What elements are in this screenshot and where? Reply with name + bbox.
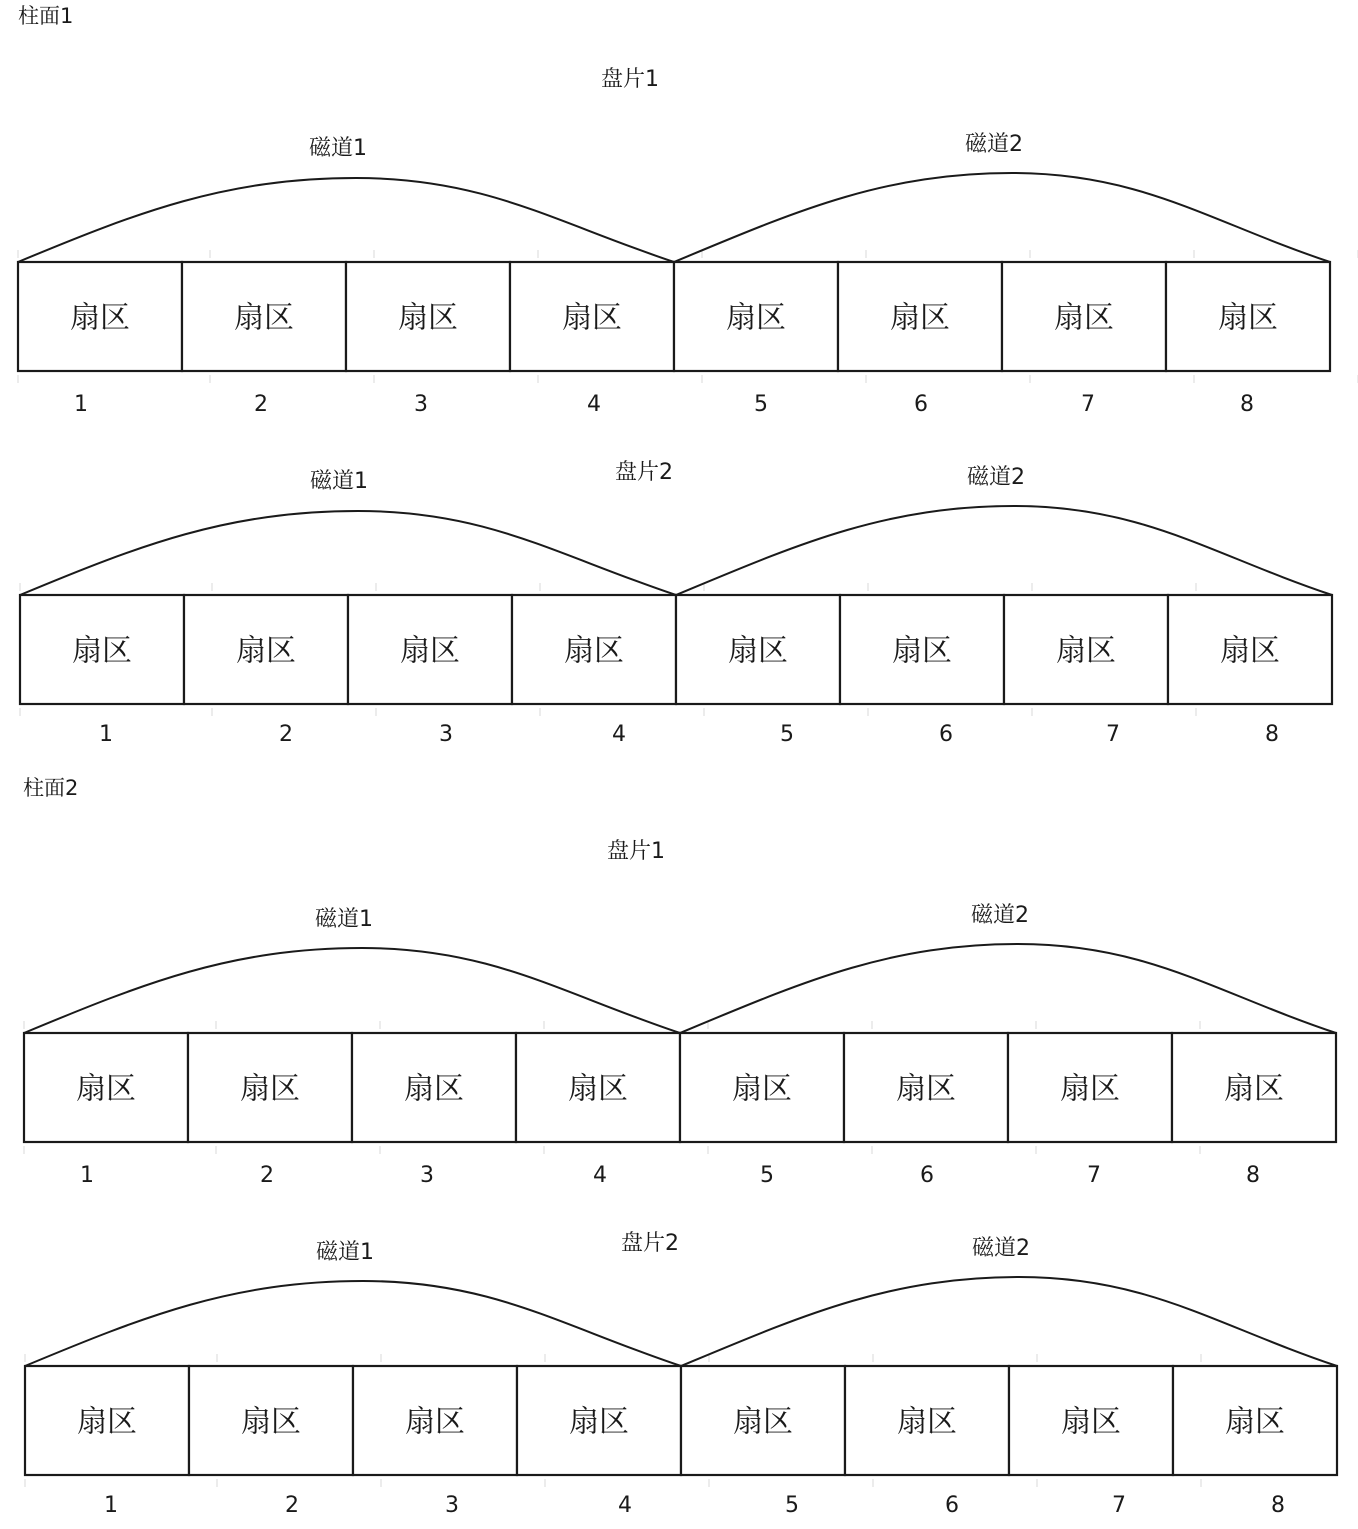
sector-number: 8 [1246, 1163, 1260, 1188]
sector-number: 8 [1265, 722, 1279, 747]
sector-label: 扇区 [564, 633, 624, 669]
sector-number: 8 [1271, 1493, 1285, 1518]
track-2-arc [681, 1277, 1337, 1366]
sector-number: 5 [785, 1493, 799, 1518]
sector-label: 扇区 [890, 300, 950, 336]
sector-label: 扇区 [1061, 1404, 1121, 1440]
sector-number: 6 [920, 1163, 934, 1188]
sector-label: 扇区 [1056, 633, 1116, 669]
sector-label: 扇区 [398, 300, 458, 336]
cylinder-label: 柱面2 [23, 776, 79, 800]
sector-number: 5 [754, 392, 768, 417]
sector-label: 扇区 [726, 300, 786, 336]
track-2-arc [674, 173, 1330, 262]
track-label: 磁道1 [309, 136, 367, 161]
sector-number: 7 [1081, 392, 1095, 417]
platter-label: 盘片2 [621, 1231, 679, 1256]
sector-label: 扇区 [728, 633, 788, 669]
sector-number: 3 [420, 1163, 434, 1188]
sector-number: 2 [254, 392, 268, 417]
sector-label: 扇区 [892, 633, 952, 669]
sector-label: 扇区 [896, 1071, 956, 1107]
sector-number: 1 [99, 722, 113, 747]
sector-number: 7 [1106, 722, 1120, 747]
track-2-arc [676, 506, 1332, 595]
track-label: 磁道1 [316, 1240, 374, 1265]
track-label: 磁道1 [310, 469, 368, 494]
sector-label: 扇区 [405, 1404, 465, 1440]
sector-label: 扇区 [562, 300, 622, 336]
sector-number: 1 [74, 392, 88, 417]
sector-label: 扇区 [1224, 1071, 1284, 1107]
sector-number: 5 [760, 1163, 774, 1188]
sector-label: 扇区 [236, 633, 296, 669]
sector-label: 扇区 [897, 1404, 957, 1440]
sector-label: 扇区 [240, 1071, 300, 1107]
track-label: 磁道2 [971, 903, 1029, 928]
platter-label: 盘片1 [601, 67, 659, 92]
track-label: 磁道2 [967, 465, 1025, 490]
track-1-arc [18, 178, 674, 262]
track-label: 磁道2 [972, 1236, 1030, 1261]
track-label: 磁道1 [315, 907, 373, 932]
sector-label: 扇区 [241, 1404, 301, 1440]
sector-label: 扇区 [400, 633, 460, 669]
sector-label: 扇区 [76, 1071, 136, 1107]
sector-number: 4 [618, 1493, 632, 1518]
sector-label: 扇区 [70, 300, 130, 336]
sector-number: 7 [1112, 1493, 1126, 1518]
sector-label: 扇区 [733, 1404, 793, 1440]
track-label: 磁道2 [965, 132, 1023, 157]
platter-label: 盘片1 [607, 839, 665, 864]
track-1-arc [24, 948, 680, 1033]
sector-number: 7 [1087, 1163, 1101, 1188]
sector-label: 扇区 [1220, 633, 1280, 669]
sector-number: 4 [593, 1163, 607, 1188]
sector-number: 2 [279, 722, 293, 747]
track-1-arc [20, 511, 676, 595]
sector-label: 扇区 [1054, 300, 1114, 336]
sector-number: 6 [914, 392, 928, 417]
sector-label: 扇区 [234, 300, 294, 336]
track-2-arc [680, 944, 1336, 1033]
sector-number: 8 [1240, 392, 1254, 417]
sector-label: 扇区 [404, 1071, 464, 1107]
sector-number: 2 [260, 1163, 274, 1188]
sector-label: 扇区 [77, 1404, 137, 1440]
sector-number: 3 [439, 722, 453, 747]
sector-number: 4 [612, 722, 626, 747]
sector-label: 扇区 [569, 1404, 629, 1440]
sector-label: 扇区 [72, 633, 132, 669]
sector-number: 5 [780, 722, 794, 747]
track-1-arc [25, 1281, 681, 1366]
sector-label: 扇区 [732, 1071, 792, 1107]
sector-label: 扇区 [1218, 300, 1278, 336]
sector-number: 1 [80, 1163, 94, 1188]
cylinder-label: 柱面1 [18, 4, 74, 28]
sector-label: 扇区 [1225, 1404, 1285, 1440]
sector-number: 2 [285, 1493, 299, 1518]
sector-number: 3 [414, 392, 428, 417]
sector-number: 1 [104, 1493, 118, 1518]
platter-label: 盘片2 [615, 460, 673, 485]
sector-number: 4 [587, 392, 601, 417]
sector-label: 扇区 [568, 1071, 628, 1107]
sector-number: 6 [945, 1493, 959, 1518]
sector-number: 6 [939, 722, 953, 747]
sector-label: 扇区 [1060, 1071, 1120, 1107]
sector-number: 3 [445, 1493, 459, 1518]
